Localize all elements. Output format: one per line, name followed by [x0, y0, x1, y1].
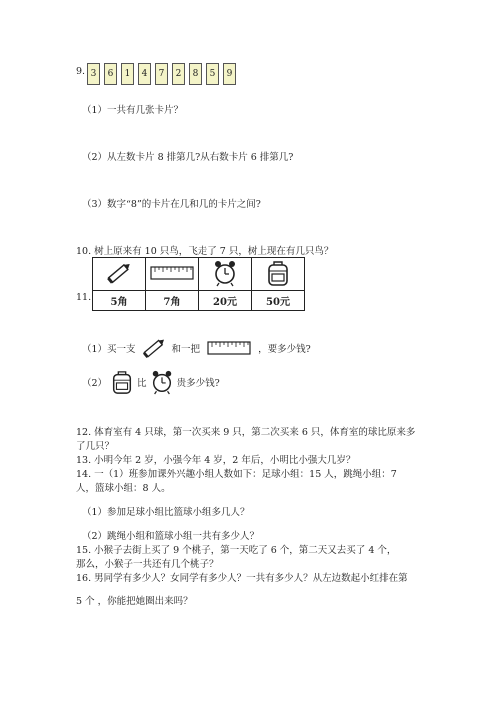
- q11-sub2-b: 比: [137, 378, 147, 389]
- q9-number: 9.: [76, 66, 86, 77]
- q11-sub1-a: （1）买一支: [82, 344, 136, 355]
- backpack-icon: [265, 259, 291, 287]
- q14-line1: 14. 一（1）班参加课外兴趣小组人数如下：足球小组：15 人，跳绳小组：7: [76, 469, 397, 480]
- number-card: 7: [155, 63, 168, 85]
- ruler-cell: [146, 258, 199, 291]
- q11-sub1-b: 和一把: [171, 344, 201, 355]
- number-card: 1: [121, 63, 134, 85]
- q15-line1: 15. 小猴子去街上买了 9 个桃子，第一天吃了 6 个，第二天又去买了 4 个，: [76, 545, 397, 556]
- alarm-clock-icon: [212, 259, 238, 287]
- number-card: 2: [172, 63, 185, 85]
- pencil-icon: [140, 335, 168, 361]
- q14-line2: 人，篮球小组：8 人。: [76, 483, 171, 494]
- number-card: 6: [104, 63, 117, 85]
- q11-sub1-c: ，要多少钱?: [258, 344, 311, 355]
- price-ruler: 7角: [146, 291, 199, 311]
- q11-number: 11.: [76, 292, 92, 303]
- backpack-icon: [110, 369, 134, 395]
- price-backpack: 50元: [252, 291, 305, 311]
- number-card: 8: [189, 63, 202, 85]
- alarm-clock-icon: [150, 369, 174, 395]
- pencil-icon: [104, 260, 134, 286]
- q14-sub1: （1）参加足球小组比篮球小组多几人？: [82, 507, 250, 518]
- number-card: 9: [223, 63, 236, 85]
- q9-sub2: （2）从左数卡片 8 排第几?从右数卡片 6 排第几?: [82, 152, 294, 163]
- q10-text: 10. 树上原来有 10 只鸟，飞走了 7 只，树上现在有几只鸟？: [76, 246, 334, 257]
- backpack-cell: [252, 258, 305, 291]
- q11-sub1: [82, 335, 311, 361]
- price-clock: 20元: [199, 291, 252, 311]
- number-card: 3: [87, 63, 100, 85]
- ruler-icon: [203, 341, 255, 355]
- card-row: [87, 63, 236, 85]
- q12-line2: 了几只？: [76, 441, 115, 452]
- q11-sub2-a: （2）: [82, 378, 108, 389]
- q11-sub2-c: 贵多少钱?: [176, 378, 220, 389]
- q14-sub2: （2）跳绳小组和篮球小组一共有多少人？: [82, 531, 260, 542]
- price-table: [92, 257, 305, 311]
- q16-line1: 16. 男同学有多少人？女同学有多少人？一共有多少人？从左边数起小红排在第: [76, 573, 408, 584]
- q12-line1: 12. 体育室有 4 只球，第一次买来 9 只，第二次买来 6 只，体育室的球比原来多: [76, 427, 416, 438]
- q15-line2: 那么，小猴子一共还有几个桃子？: [76, 559, 219, 570]
- number-card: 5: [206, 63, 219, 85]
- clock-cell: [199, 258, 252, 291]
- q16-line2: 5 个 ，你能把她圈出来吗？: [76, 596, 193, 607]
- q13-text: 13. 小明今年 2 岁，小强今年 4 岁，2 年后，小明比小强大几岁？: [76, 455, 356, 466]
- price-pencil: 5角: [93, 291, 146, 311]
- pencil-cell: [93, 258, 146, 291]
- number-card: 4: [138, 63, 151, 85]
- q11-sub2: [82, 369, 220, 395]
- ruler-icon: [150, 266, 194, 280]
- q9-sub3: （3）数字“8”的卡片在几和几的卡片之间?: [82, 199, 261, 210]
- q9-sub1: （1）一共有几张卡片？: [82, 105, 184, 116]
